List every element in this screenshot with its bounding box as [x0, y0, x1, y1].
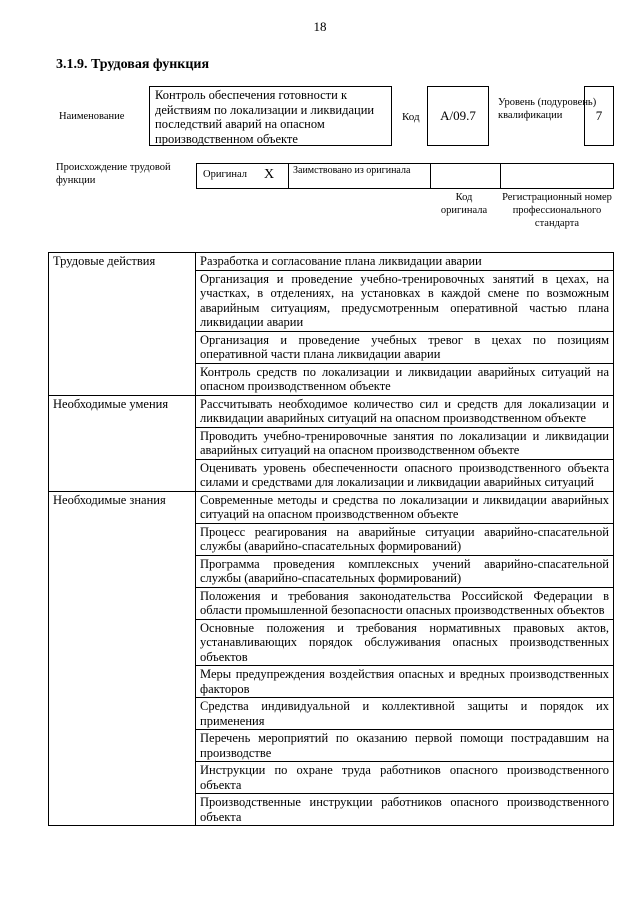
- origin-label: Происхождение трудовой функции: [56, 162, 171, 186]
- function-details-table: [48, 252, 614, 826]
- original-code-cell: [430, 164, 500, 188]
- item-cell: Проводить учебно-тренировочные занятия по локализации и ликвидации аварийных ситуаций на опасном производственном объекте: [196, 427, 614, 459]
- item-cell: Организация и проведение учебно-тренировочных занятий в цехах, на участках, в отделениях, на установках в каждой смене по возможным аварийным ситуациям, предусмотренным оперативной частью плана ликвидации аварии: [196, 270, 614, 331]
- item-cell: Процесс реагирования на аварийные ситуации аварийно-спасательной службы (аварийно-спасательных формирований): [196, 523, 614, 555]
- category-cell: Необходимые знания: [49, 491, 196, 826]
- page-number: 18: [313, 19, 327, 34]
- item-cell: Основные положения и требования нормативных правовых актов, устанавливающих порядок обслуживания опасных производственных объектов: [196, 619, 614, 666]
- code-value: A/09.7: [427, 86, 489, 146]
- section-title: 3.1.9. Трудовая функция: [56, 57, 210, 72]
- item-cell: Организация и проведение учебных тревог в цехах по позициям оперативной части плана ликвидации аварии: [196, 331, 614, 363]
- table-row: [49, 491, 614, 523]
- registration-number-caption: Регистрационный номер профессионального стандарта: [502, 192, 612, 229]
- borrowed-cell: [288, 164, 430, 188]
- code-label: Код: [402, 111, 420, 123]
- original-code-caption: Код оригинала: [440, 192, 488, 216]
- table-row: [49, 395, 614, 427]
- original-mark: X: [264, 167, 275, 182]
- level-label: Уровень (подуровень) квалификации: [498, 97, 597, 121]
- origin-row: [196, 163, 614, 189]
- item-cell: Современные методы и средства по локализации и ликвидации аварийных ситуаций на опасном производственном объекте: [196, 491, 614, 523]
- original-cell: [196, 164, 288, 188]
- registration-number-cell: [500, 164, 614, 188]
- item-cell: Рассчитывать необходимое количество сил и средств для локализации и ликвидации аварийных ситуаций на опасном производственном объекте: [196, 395, 614, 427]
- original-label: Оригинал: [203, 169, 247, 180]
- item-cell: Контроль средств по локализации и ликвидации аварийных ситуаций на опасном производственном объекте: [196, 363, 614, 395]
- item-cell: Положения и требования законодательства Российской Федерации в области промышленной безопасности опасных производственных объектов: [196, 587, 614, 619]
- borrowed-label: Заимствовано из оригинала: [293, 165, 411, 176]
- item-cell: Инструкции по охране труда работников опасного производственного объекта: [196, 762, 614, 794]
- category-cell: Трудовые действия: [49, 253, 196, 396]
- name-label: Наименование: [59, 111, 125, 122]
- table-row: [49, 253, 614, 271]
- function-name-value: Контроль обеспечения готовности к действиям по локализации и ликвидации последствий аварий на опасном производственном объекте: [149, 86, 392, 146]
- category-cell: Необходимые умения: [49, 395, 196, 491]
- item-cell: Программа проведения комплексных учений аварийно-спасательной службы (аварийно-спасательных формирований): [196, 555, 614, 587]
- item-cell: Производственные инструкции работников опасного производственного объекта: [196, 794, 614, 826]
- item-cell: Перечень мероприятий по оказанию первой помощи пострадавшим на производстве: [196, 730, 614, 762]
- item-cell: Разработка и согласование плана ликвидации аварии: [196, 253, 614, 271]
- item-cell: Меры предупреждения воздействия опасных и вредных производственных факторов: [196, 666, 614, 698]
- item-cell: Средства индивидуальной и коллективной защиты и порядок их применения: [196, 698, 614, 730]
- item-cell: Оценивать уровень обеспеченности опасного производственного объекта силами и средствами для локализации и ликвидации аварийных ситуаций: [196, 459, 614, 491]
- level-value: 7: [584, 86, 614, 146]
